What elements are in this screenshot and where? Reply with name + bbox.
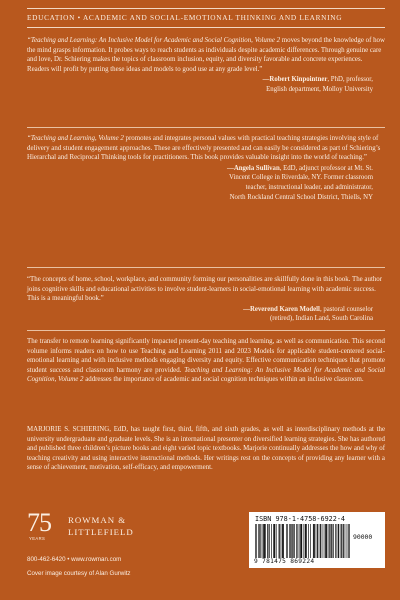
quote-attribution: —Reverend Karen Modell, pastoral counselor (retired), Indian Land, South Carolina bbox=[243, 305, 373, 323]
barcode-bar bbox=[304, 524, 305, 558]
barcode-bar bbox=[341, 524, 342, 558]
barcode-bar bbox=[314, 524, 315, 558]
barcode-bar bbox=[268, 524, 269, 558]
back-cover bbox=[27, 0, 385, 600]
publisher-name-line2: LITTLEFIELD bbox=[68, 527, 134, 537]
barcode-bar bbox=[347, 524, 348, 558]
divider bbox=[27, 127, 385, 128]
barcode-bar bbox=[317, 524, 318, 558]
endorser-name: —Robert Kinpointner bbox=[262, 76, 328, 84]
endorsement-quote bbox=[27, 275, 385, 324]
barcode-bar bbox=[274, 524, 275, 558]
barcode-bar bbox=[308, 524, 309, 558]
barcode-bar bbox=[330, 524, 331, 558]
barcode-digits: 9 781475 869224 bbox=[254, 558, 315, 565]
barcode-bar bbox=[264, 524, 265, 558]
quote-attribution: —Robert Kinpointner, PhD, professor, English department, Molloy University bbox=[262, 76, 373, 93]
barcode-bar bbox=[316, 524, 317, 558]
endorsement-quote bbox=[27, 134, 385, 202]
barcode-bar bbox=[301, 524, 302, 558]
endorser-name: —Angela Sullivan bbox=[227, 164, 280, 172]
barcode-bar bbox=[301, 524, 302, 558]
barcode-bar bbox=[287, 524, 288, 558]
barcode-bar bbox=[283, 524, 284, 558]
barcode-bar bbox=[273, 524, 274, 558]
barcode-bar bbox=[258, 524, 259, 558]
barcode-bar bbox=[300, 524, 301, 558]
barcode-bar bbox=[335, 524, 336, 558]
quote-text: “Teaching and Learning, Volume 2 promotes and integrates personal values with practical teaching strategies involving style of delivery and student engagement approaches. These are effectively presented and can easily be considered as part of Schiering’s Hierarchal and Reciprocal Thinking tools for practitioners. This book provides valuable insight into the world of teaching.” bbox=[27, 135, 381, 162]
category-line: EDUCATION • ACADEMIC AND SOCIAL-EMOTIONAL THINKING AND LEARNING bbox=[27, 13, 343, 22]
barcode-bar bbox=[276, 524, 277, 558]
barcode-bar bbox=[331, 524, 332, 558]
barcode-bar bbox=[343, 524, 344, 558]
barcode-bar bbox=[294, 524, 295, 558]
quote-attribution: —Angela Sullivan, EdD, adjunct professor at Mt. St. Vincent College in Riverdale, NY. Former classroom teacher, instructional leader, and administrator, North Rockland Central School District, Thiells, NY bbox=[227, 164, 373, 201]
barcode-bar bbox=[329, 524, 330, 558]
description-book-title: Teaching and Learning: An Inclusive Model for Academic and Social Cognition, Volume 2 bbox=[27, 366, 386, 384]
barcode-bar bbox=[326, 524, 327, 558]
barcode-bar bbox=[306, 524, 307, 558]
barcode-bar bbox=[283, 524, 284, 558]
divider bbox=[27, 267, 385, 268]
barcode-bar bbox=[345, 524, 346, 558]
barcode-bar bbox=[262, 524, 263, 558]
barcode-bar bbox=[293, 524, 294, 558]
barcode-bar bbox=[328, 524, 329, 558]
barcode-bar bbox=[271, 524, 272, 558]
barcode-bar bbox=[348, 524, 349, 558]
barcode-bar bbox=[349, 524, 350, 558]
quote-book-title: “Teaching and Learning, Volume 2 bbox=[27, 135, 124, 142]
barcode-bar bbox=[337, 524, 338, 558]
barcode-bar bbox=[286, 524, 287, 558]
barcode-bars bbox=[255, 524, 350, 558]
category-rule bbox=[27, 27, 385, 28]
barcode-bar bbox=[264, 524, 265, 558]
barcode-bar bbox=[259, 524, 260, 558]
barcode-bar bbox=[265, 524, 266, 558]
barcode-bar bbox=[314, 524, 315, 558]
barcode-bar bbox=[310, 524, 311, 558]
author-bio: MARJORIE S. SCHIERING, EdD, has taught first, third, fifth, and sixth grades, as well as interdisciplinary methods at the university undergraduate and graduate levels. She is an international presenter on diversified learning strategies. She has authored and published three children’s picture books and eight varied topic textbooks. Marjorie continually addresses the how and why of teaching creativity and using interactive instructional methods. Her writings rest on the concepts of providing any learner with a sense of achievement, motivation, self-efficacy, and empowerment. bbox=[27, 426, 385, 472]
barcode-bar bbox=[332, 524, 333, 558]
barcode-bar bbox=[256, 524, 257, 558]
quote-text: “Teaching and Learning: An Inclusive Model for Academic and Social Cognition, Volume 2 moves beyond the knowledge of how the mind grasps information. It probes ways to reach students as individuals despite academic differences. Through genuine care and love, Dr. Schiering makes the topics of classroom inclusion, equity, and diversity favorable and concrete experiences. Readers will profit by putting these ideas and models to good use at any grade level.” bbox=[27, 37, 385, 73]
barcode-bar bbox=[324, 524, 325, 558]
barcode-bar bbox=[318, 524, 319, 558]
barcode-bar bbox=[279, 524, 280, 558]
publisher-contact: 800-462-6420 • www.rowman.com bbox=[27, 556, 122, 563]
barcode-bar bbox=[306, 524, 307, 558]
quote-text: “The concepts of home, school, workplace, and community forming our personalities are skillfully done in this book. The author joins cognitive skills and educational activities to involve student-learners in social-emotional learning with academic success. This is a meaningful book.” bbox=[27, 276, 383, 303]
barcode-bar bbox=[267, 524, 268, 558]
barcode-bar bbox=[269, 524, 270, 558]
price-code: 90000 bbox=[353, 533, 373, 541]
anniversary-number: 75 bbox=[27, 508, 51, 537]
barcode-bar bbox=[313, 524, 314, 558]
barcode-bar bbox=[281, 524, 282, 558]
publisher-block bbox=[27, 509, 385, 587]
isbn-label: ISBN 978-1-4758-6922-4 bbox=[255, 515, 346, 523]
barcode-bar bbox=[296, 524, 297, 558]
barcode-bar bbox=[339, 524, 340, 558]
top-rule bbox=[27, 8, 385, 9]
barcode-bar bbox=[322, 524, 323, 558]
barcode-bar bbox=[305, 524, 306, 558]
cover-credit: Cover image courtesy of Alan Gurwitz bbox=[27, 570, 131, 577]
barcode-bar bbox=[275, 524, 276, 558]
barcode-bar bbox=[297, 524, 298, 558]
endorser-name: —Reverend Karen Modell bbox=[243, 305, 320, 313]
publisher-name-line1: ROWMAN & bbox=[68, 515, 127, 525]
barcode-bar bbox=[260, 524, 261, 558]
book-description: The transfer to remote learning significantly impacted present-day teaching and learning, as well as communication. This second volume informs readers on how to use Teaching and Learning 2011 and 2023 Models for applicable student-centered social-emotional learning and with inclusive methods engaging diversity and equity. Effective communication techniques that promote student success and classroom harmony are provided. Teaching and Learning: An Inclusive Model for Academic and Social Cognition, Volume 2 addresses the importance of academic and social cognition techniques within an inclusive classroom. bbox=[27, 338, 386, 384]
barcode-bar bbox=[290, 524, 291, 558]
barcode-bar bbox=[326, 524, 327, 558]
barcode-bar bbox=[255, 524, 256, 558]
barcode-bar bbox=[279, 524, 280, 558]
barcode-bar bbox=[263, 524, 264, 558]
divider bbox=[27, 330, 385, 331]
barcode-bar bbox=[289, 524, 290, 558]
barcode-bar bbox=[292, 524, 293, 558]
quote-book-title: “Teaching and Learning: An Inclusive Model for Academic and Social Cognition, Volume 2 bbox=[27, 37, 281, 44]
barcode-bar bbox=[282, 524, 283, 558]
isbn-barcode bbox=[249, 512, 385, 568]
barcode-bar bbox=[320, 524, 321, 558]
barcode-bar bbox=[338, 524, 339, 558]
barcode-bar bbox=[343, 524, 344, 558]
anniversary-caption: YEARS bbox=[29, 536, 46, 541]
barcode-bar bbox=[333, 524, 334, 558]
barcode-bar bbox=[320, 524, 321, 558]
barcode-bar bbox=[299, 524, 300, 558]
barcode-bar bbox=[291, 524, 292, 558]
barcode-bar bbox=[341, 524, 342, 558]
barcode-bar bbox=[325, 524, 326, 558]
endorsement-quote bbox=[27, 36, 385, 95]
